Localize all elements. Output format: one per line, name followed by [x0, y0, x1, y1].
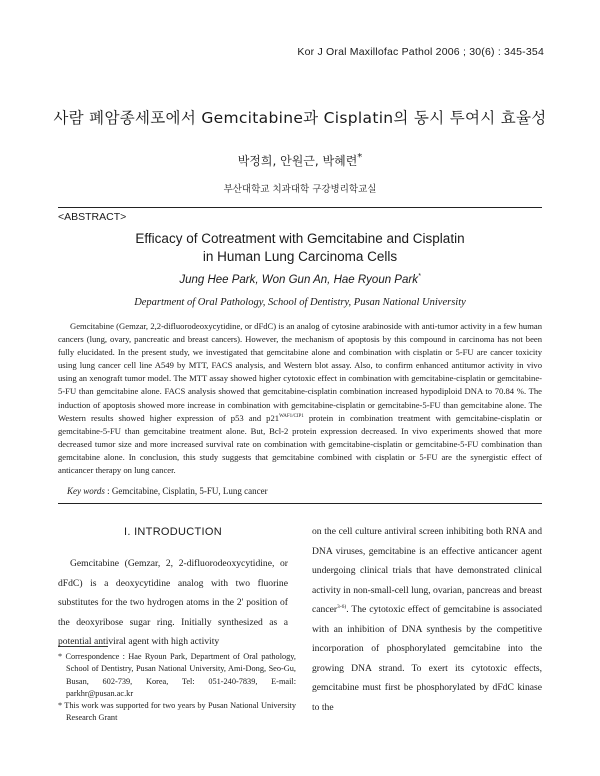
english-affiliation: Department of Oral Pathology, School of Dentistry, Pusan National University — [134, 297, 466, 308]
keywords — [67, 486, 268, 496]
funding-footnote: * This work was supported for two years by Pusan National University Research Grant — [58, 701, 296, 723]
korean-affiliation: 부산대학교 치과대학 구강병리학교실 — [223, 184, 377, 195]
english-title-line-1: Efficacy of Cotreatment with Gemcitabine and Cisplatin — [135, 231, 465, 246]
keywords-label: Key words — [67, 486, 105, 496]
intro-right-text-1: on the cell culture antiviral screen inhibiting both RNA and DNA viruses, gemcitabine is an effective anticancer agent undergoing clinical trials that have demonstrated clinical activity in non-small-cell lung, ovarian, pancreas and breast cancer — [312, 526, 542, 615]
abstract-text-1: Gemcitabine (Gemzar, 2,2-difluorodeoxycytidine, or dFdC) is an analog of cytosine arabinoside with anti-tumor activity in a few human cancers (lung, ovary, pancreatic and breast cancers). However, the mechanism of apoptosis by this compound in carcinoma has not been fully elucidated. In the present study, we investigated that gemcitabine alone and combination with cisplatin or 5-FU are cancer toxicity using lung cancer cell line A549 by MTT, FACS analysis, and Western blot assay. Also, to confirm enhanced antitumor activity in vivo using an xenograft tumor model. The MTT assay showed higher cytotoxic effect in combination with gemcitabine-cisplatin or gemcitabine-5-FU than gemcitabine alone. FACS analysis showed that gemcitabine-cisplatin combination increased hypodiploid DNA to 70.84 %. The induction of apoptosis showed more increase in combination with gemcitabine-cisplatin or gemcitabine-5-FU than gemcitabine alone. The Western results showed higher expression of p53 and p21 — [58, 321, 542, 423]
korean-title: 사람 폐암종세포에서 Gemcitabine과 Cisplatin의 동시 투여시 효율성 — [53, 109, 547, 127]
abstract-top-rule — [58, 207, 542, 208]
intro-right-text-2: . The cytotoxic effect of gemcitabine is associated with an inhibition of DNA synthesis by the competitive incorporation of phosphorylated gemcitabine into the growing DNA strand. To exert its cytotoxic effects, gemcitabine must first be phosphorylated by dFdC kinase to the — [312, 604, 542, 713]
english-corresponding-mark: * — [417, 273, 421, 280]
journal-citation: Kor J Oral Maxillofac Pathol 2006 ; 30(6) : 345-354 — [297, 46, 544, 58]
abstract-bottom-rule — [58, 503, 542, 504]
english-authors — [0, 273, 600, 286]
korean-author-names: 박정희, 안원근, 박혜련 — [237, 154, 358, 168]
abstract-superscript: WAF1/CIP1 — [279, 413, 304, 419]
intro-right-column — [312, 522, 542, 717]
citation-superscript: 3-6) — [337, 603, 347, 610]
corresponding-mark: * — [357, 152, 363, 163]
abstract-text-2: protein in combination treatment with gemcitabine-cisplatin or gemcitabine-5-FU than gemcitabine treatment alone. But, Bcl-2 protein expression decreased. In vivo experiments showed that more decreased tumor size and more increased survival rate on combination with gemcitabine-cisplatin or gemcitabine-5-FU combination than gemcitabine alone. In conclusion, this study suggests that gemcitabine combined with cisplatin or 5-FU are the synergistic effect of anticancer therapy on lung cancer. — [58, 412, 542, 476]
abstract-label: <ABSTRACT> — [58, 211, 127, 223]
keywords-value: : Gemcitabine, Cisplatin, 5-FU, Lung cancer — [104, 486, 268, 496]
english-title-line-2: in Human Lung Carcinoma Cells — [202, 249, 398, 264]
correspondence-footnote: * Correspondence : Hae Ryoun Park, Department of Oral pathology, School of Dentistry, Pusan National University, Ami-Dong, Seo-Gu, Busan, 602-739, Korea, Tel: 051-240-7839, E-mail: parkhr@pusan.ac.kr — [58, 652, 296, 699]
section-heading: I. INTRODUCTION — [124, 526, 222, 538]
footnote-rule — [58, 646, 108, 647]
abstract-body — [58, 320, 542, 477]
english-title — [0, 230, 600, 266]
korean-authors — [0, 152, 600, 169]
intro-left-column: Gemcitabine (Gemzar, 2, 2-difluorodeoxycytidine, or dFdC) is a deoxycytidine analog with two fluorine substitutes for the two hydrogen atoms in the 2' position of the deoxyribose sugar ring. Initially synthesized as a potential antiviral agent with high activity — [58, 558, 288, 647]
english-author-names: Jung Hee Park, Won Gun An, Hae Ryoun Park — [179, 273, 418, 286]
